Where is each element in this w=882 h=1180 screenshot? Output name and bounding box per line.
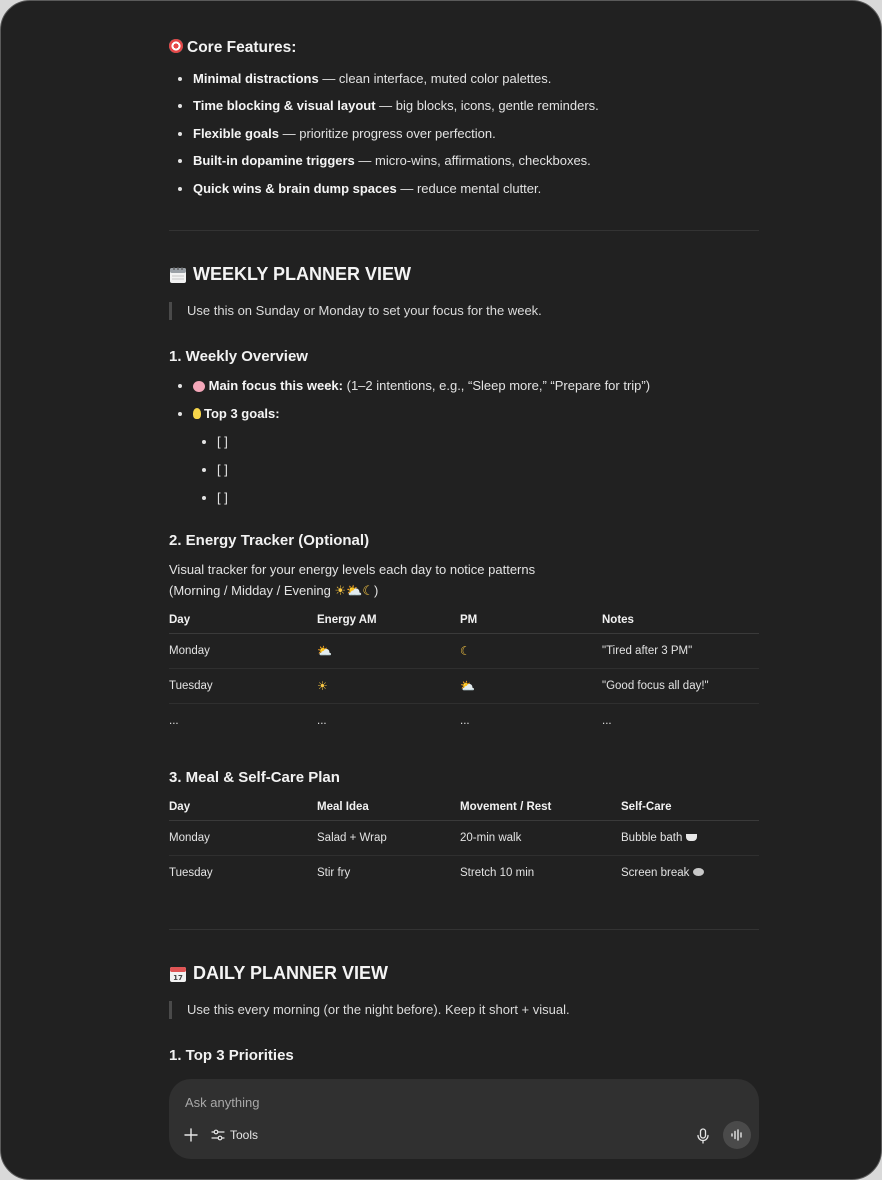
table-row: Tuesday ☀ ⛅ "Good focus all day!" xyxy=(169,669,759,704)
list-item: Time blocking & visual layout — big blocks, icons, gentle reminders. xyxy=(193,98,599,113)
column-header: Day xyxy=(169,794,317,821)
list-item: Main focus this week: (1–2 intentions, e.g., “Sleep more,” “Prepare for trip”) xyxy=(193,378,650,393)
column-header: PM xyxy=(460,607,602,634)
spiral-calendar-icon xyxy=(169,266,187,284)
weekly-planner-heading: WEEKLY PLANNER VIEW xyxy=(169,264,411,285)
crescent-moon-icon: ☾ xyxy=(460,644,471,658)
sliders-icon xyxy=(211,1128,225,1142)
table-row: Monday ⛅ ☾ "Tired after 3 PM" xyxy=(169,634,759,669)
column-header: Movement / Rest xyxy=(460,794,621,821)
daily-quote: Use this every morning (or the night before). Keep it short + visual. xyxy=(169,1001,570,1019)
list-item: Minimal distractions — clean interface, muted color palettes. xyxy=(193,71,552,86)
svg-text:17: 17 xyxy=(173,973,183,982)
message-composer xyxy=(169,1079,759,1159)
tear-off-calendar-icon xyxy=(169,965,187,983)
dart-target-icon xyxy=(169,39,183,53)
meal-plan-heading: 3. Meal & Self-Care Plan xyxy=(169,769,340,786)
voice-mode-button[interactable] xyxy=(723,1121,751,1149)
meal-plan-table xyxy=(169,794,759,890)
divider xyxy=(169,929,759,930)
waveform-icon xyxy=(730,1129,744,1141)
bathtub-icon xyxy=(686,834,697,841)
column-header: Energy AM xyxy=(317,607,460,634)
sleeping-face-icon xyxy=(693,868,704,876)
plus-icon[interactable] xyxy=(183,1127,199,1143)
tools-button[interactable] xyxy=(211,1128,258,1142)
column-header: Self-Care xyxy=(621,794,759,821)
table-row: ... ... ... ... xyxy=(169,715,612,727)
light-bulb-icon xyxy=(193,408,201,419)
list-item: Quick wins & brain dump spaces — reduce mental clutter. xyxy=(193,181,542,196)
weekly-quote: Use this on Sunday or Monday to set your focus for the week. xyxy=(169,302,542,320)
list-item: Flexible goals — prioritize progress over perfection. xyxy=(193,126,496,141)
microphone-icon[interactable] xyxy=(696,1128,710,1144)
sun-behind-cloud-icon: ⛅ xyxy=(460,679,475,693)
energy-tracker-heading: 2. Energy Tracker (Optional) xyxy=(169,532,370,549)
column-header: Meal Idea xyxy=(317,794,460,821)
list-item: Built-in dopamine triggers — micro-wins, affirmations, checkboxes. xyxy=(193,153,591,168)
daily-planner-heading: 17 DAILY PLANNER VIEW xyxy=(169,963,388,984)
table-row: Tuesday Stir fry Stretch 10 min Screen break xyxy=(169,856,759,891)
table-row: Monday Salad + Wrap 20-min walk Bubble bath xyxy=(169,821,759,856)
column-header: Notes xyxy=(602,607,759,634)
top-priorities-heading: 1. Top 3 Priorities xyxy=(169,1047,294,1064)
tools-label: Tools xyxy=(230,1128,259,1142)
energy-tracker-table xyxy=(169,607,759,738)
sun-icon: ☀ xyxy=(317,679,328,693)
core-features-heading: Core Features: xyxy=(169,39,296,57)
weekly-overview-heading: 1. Weekly Overview xyxy=(169,348,308,365)
divider xyxy=(169,230,759,231)
crescent-moon-icon: ☾ xyxy=(362,583,374,598)
goal-checkbox-item: [ ] xyxy=(217,490,228,505)
column-header: Day xyxy=(169,607,317,634)
goal-checkbox-item: [ ] xyxy=(217,462,228,477)
energy-description: Visual tracker for your energy levels each day to notice patterns xyxy=(169,562,536,577)
energy-description-times: (Morning / Midday / Evening ☀⛅☾) xyxy=(169,583,379,598)
brain-icon xyxy=(193,381,205,392)
list-item: Top 3 goals: xyxy=(193,406,280,421)
sun-behind-cloud-icon: ⛅ xyxy=(346,583,363,598)
message-input[interactable]: Ask anything xyxy=(185,1095,260,1110)
goal-checkbox-item: [ ] xyxy=(217,434,228,449)
sun-behind-cloud-icon: ⛅ xyxy=(317,644,332,658)
sun-icon: ☀ xyxy=(334,583,347,598)
